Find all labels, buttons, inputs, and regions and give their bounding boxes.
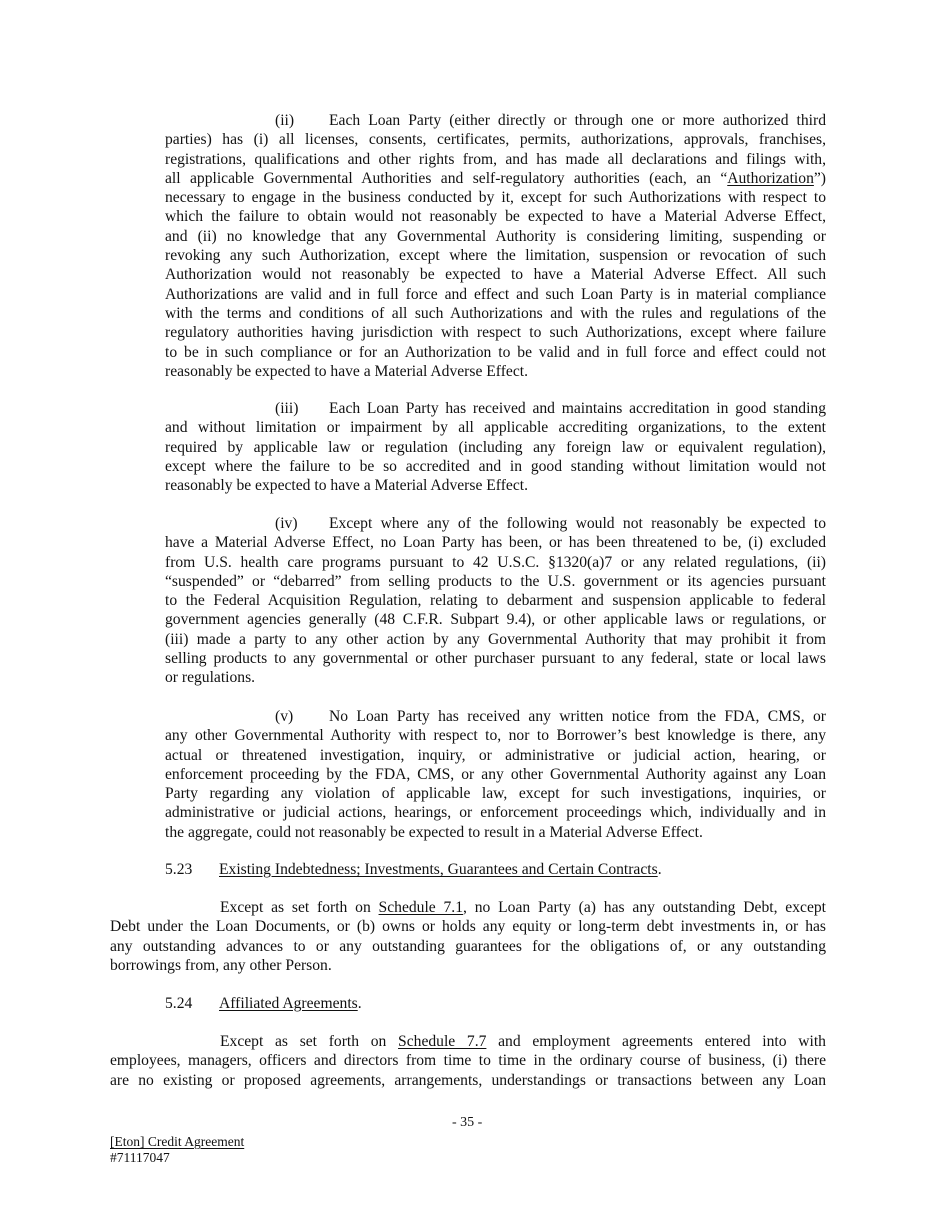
clause-marker: (iv) bbox=[275, 515, 298, 532]
text-line: revoking any such Authorization, except where the limitation, suspension or revocation of such bbox=[165, 247, 826, 265]
text-line-schedule-ref: Except as set forth on Schedule 7.7 and employment agreements entered into with bbox=[220, 1033, 826, 1050]
text-line: administrative or judicial actions, hearings, or enforcement proceedings which, individually and in bbox=[165, 804, 826, 822]
text-line: selling products to any governmental or other purchaser pursuant to any federal, state or local laws bbox=[165, 650, 826, 668]
text-line: with the terms and conditions of all such Authorizations and with the rules and regulations of the bbox=[165, 304, 826, 322]
section-number: 5.23 bbox=[165, 861, 193, 878]
footer-doc-title: [Eton] Credit Agreement bbox=[110, 1134, 245, 1149]
text-line: to the Federal Acquisition Regulation, relating to debarment and suspension applicable to federal bbox=[165, 592, 826, 610]
section-number: 5.24 bbox=[165, 995, 193, 1012]
footer-doc-id: #71117047 bbox=[110, 1150, 170, 1165]
text-line: registrations, qualifications and other rights from, and has made all declarations and filings with, bbox=[165, 150, 826, 168]
section-heading-5-24: 5.24 Affiliated Agreements. bbox=[165, 995, 362, 1012]
text-line: any other Governmental Authority with respect to, nor to Borrower’s best knowledge is there, any bbox=[165, 727, 826, 745]
text-line: are no existing or proposed agreements, arrangements, understandings or transactions between any Loan bbox=[110, 1071, 826, 1089]
clause-iv bbox=[165, 514, 826, 688]
text-line: reasonably be expected to have a Material Adverse Effect. bbox=[165, 362, 528, 380]
text-line: reasonably be expected to have a Material Adverse Effect. bbox=[165, 477, 528, 495]
text-line: Authorizations are valid and in full force and effect and such Loan Party is in material compliance bbox=[165, 285, 826, 303]
schedule-7-7-link: Schedule 7.7 bbox=[398, 1033, 487, 1050]
text-line: and (ii) no knowledge that any Governmental Authority is considering limiting, suspending or bbox=[165, 227, 826, 245]
section-5-24-body bbox=[110, 1032, 826, 1090]
page-number: - 35 - bbox=[452, 1115, 483, 1130]
section-5-23-body bbox=[110, 898, 826, 975]
clause-v-line-first: (v) No Loan Party has received any written notice from the FDA, CMS, or bbox=[275, 708, 826, 725]
clause-v bbox=[165, 707, 826, 842]
text-line: from U.S. health care programs pursuant to 42 U.S.C. §1320(a)7 or any related regulations, (ii) bbox=[165, 553, 826, 571]
text-line: borrowings from, any other Person. bbox=[110, 956, 332, 974]
text-line: enforcement proceeding by the FDA, CMS, or any other Governmental Authority against any Loan bbox=[165, 765, 826, 783]
defined-term-authorization: Authorization bbox=[727, 169, 814, 187]
clause-ii-line-first: (ii) Each Loan Party (either directly or through one or more authorized third bbox=[275, 112, 826, 129]
text-line: “suspended” or “debarred” from selling products to the U.S. government or its agencies pursuant bbox=[165, 572, 826, 590]
clause-marker: (v) bbox=[275, 708, 294, 725]
text-line: have a Material Adverse Effect, no Loan Party has been, or has been threatened to be, (i) excluded bbox=[165, 534, 826, 552]
footer-doc-info bbox=[110, 1134, 244, 1166]
text-line: the aggregate, could not reasonably be expected to result in a Material Adverse Effect. bbox=[165, 823, 703, 841]
text-line: any outstanding advances to or any outstanding guarantees for the obligations of, or any outstanding bbox=[110, 937, 826, 955]
text-line: which the failure to obtain would not reasonably be expected to have a Material Adverse Effect, bbox=[165, 208, 826, 226]
text-line: required by applicable law or regulation (including any foreign law or equivalent regulation), bbox=[165, 438, 826, 456]
text-line: to be in such compliance or for an Authorization to be valid and in full force and effect could not bbox=[165, 343, 826, 361]
text-line: Party regarding any violation of applicable law, except for such investigations, inquiries, or bbox=[165, 785, 826, 803]
clause-marker: (ii) bbox=[275, 112, 295, 129]
clause-iv-line-first: (iv) Except where any of the following would not reasonably be expected to bbox=[275, 515, 826, 532]
text-line: parties) has (i) all licenses, consents, certificates, permits, authorizations, approvals, franchises, bbox=[165, 131, 826, 149]
text-line: Debt under the Loan Documents, or (b) owns or holds any equity or long-term debt investments in, or has bbox=[110, 918, 826, 936]
text-line: necessary to engage in the business conducted by it, except for such Authorizations with respect to bbox=[165, 189, 826, 207]
text-line: except where the failure to be so accredited and in good standing without limitation would not bbox=[165, 457, 826, 475]
section-title: Affiliated Agreements bbox=[219, 995, 358, 1012]
text-line: government agencies generally (48 C.F.R. Subpart 9.4), or other applicable laws or regulations, or bbox=[165, 611, 826, 629]
text-line: or regulations. bbox=[165, 669, 256, 687]
clause-marker: (iii) bbox=[275, 400, 299, 417]
clause-iii bbox=[165, 399, 826, 495]
text-line: and without limitation or impairment by all applicable accrediting organizations, to the extent bbox=[165, 419, 826, 437]
text-line: employees, managers, officers and directors from time to time in the ordinary course of business, (i) there bbox=[110, 1052, 826, 1070]
section-heading-5-23: 5.23 Existing Indebtedness; Investments, Guarantees and Certain Contracts. bbox=[165, 861, 662, 878]
text-line: actual or threatened investigation, inquiry, or administrative or judicial action, hearing, or bbox=[165, 746, 826, 764]
schedule-7-1-link: Schedule 7.1 bbox=[378, 899, 464, 916]
clause-ii bbox=[165, 111, 826, 381]
text-line: (iii) made a party to any other action by any Governmental Authority that may prohibit it from bbox=[165, 630, 826, 648]
text-line-schedule-ref: Except as set forth on Schedule 7.1, no Loan Party (a) has any outstanding Debt, except bbox=[220, 899, 826, 916]
clause-iii-line-first: (iii) Each Loan Party has received and maintains accreditation in good standing bbox=[275, 400, 826, 417]
text-line-defined-term: all applicable Governmental Authorities and self-regulatory authorities (each, an “Authorization”) bbox=[165, 169, 826, 187]
section-title: Existing Indebtedness; Investments, Guarantees and Certain Contracts bbox=[219, 861, 658, 878]
text-line: regulatory authorities having jurisdiction with respect to such Authorizations, except where failure bbox=[165, 324, 826, 342]
text-line: Authorization would not reasonably be expected to have a Material Adverse Effect. All such bbox=[165, 266, 826, 284]
